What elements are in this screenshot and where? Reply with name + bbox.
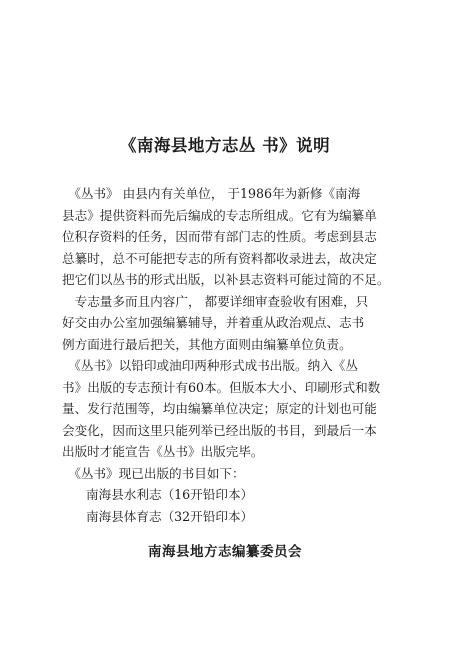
paragraph bbox=[62, 355, 412, 463]
signature: 南海县地方志编纂委员会 bbox=[148, 544, 302, 560]
text-line: 《丛书》以铅印或油印两种形式成书出版。纳入《丛 bbox=[62, 358, 358, 373]
text-line: 例方面进行最后把关，其他方面则由编纂单位负责。 bbox=[62, 336, 352, 352]
text-line: 位积存资料的任务，因而带有部门志的性质。考虑到县志 bbox=[62, 229, 377, 244]
text-line: 会变化，因而这里只能列举已经出版的书目，到最后一本 bbox=[62, 422, 377, 438]
document-body bbox=[62, 183, 412, 527]
text-line: 《丛书》 由县内有关单位， 于1986年为新修《南海 bbox=[62, 186, 361, 201]
text-line: 书》出版的专志预计有60本。但版本大小、印刷形式和数 bbox=[62, 379, 381, 395]
paragraph bbox=[62, 463, 412, 485]
list-item: 南海县体育志（32开铅印本） bbox=[86, 508, 254, 524]
text-line: 量、发行范围等，均由编纂单位决定；原定的计划也可能 bbox=[62, 401, 377, 416]
text-line: 出版时才能宣告《丛书》出版完毕。 bbox=[62, 444, 264, 459]
text-line: 好交由办公室加强编纂辅导，并着重从政治观点、志书 bbox=[62, 315, 365, 330]
text-line: 县志》提供资料而先后编成的专志所组成。它有为编纂单 bbox=[62, 207, 377, 223]
book-list bbox=[62, 484, 412, 527]
text-line: 《丛书》现已出版的书目如下： bbox=[62, 465, 245, 481]
text-line: 总纂时，总不可能把专志的所有资料都收录进去，故决定 bbox=[62, 250, 377, 266]
list-item: 南海县水利志（16开铅印本） bbox=[86, 487, 254, 502]
text-line: 专志量多而且内容广， 都要详细审查验收有困难，只 bbox=[62, 293, 369, 309]
document-title: 《南海县地方志丛 书》说明 bbox=[119, 136, 331, 155]
paragraph bbox=[62, 183, 412, 291]
text-line: 把它们以丛书的形式出版，以补县志资料可能过简的不足。 bbox=[62, 272, 390, 287]
paragraph bbox=[62, 291, 412, 356]
